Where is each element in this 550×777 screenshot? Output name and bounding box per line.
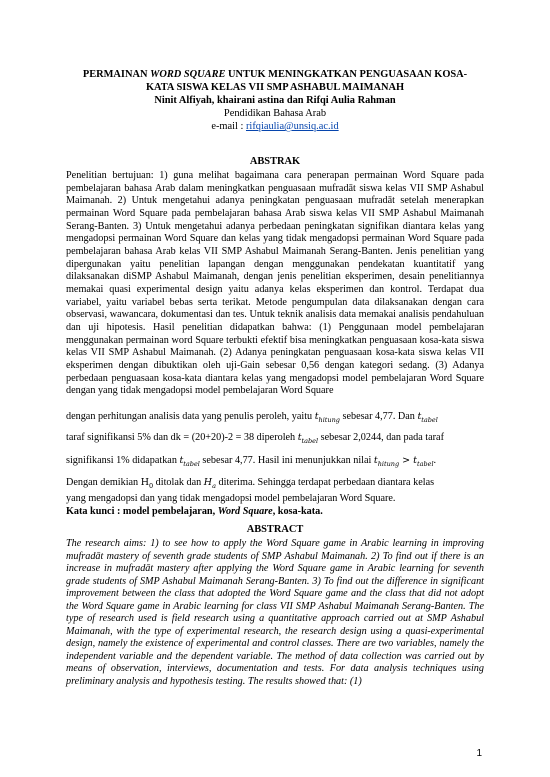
t-tabel xyxy=(417,411,437,422)
t-tabel xyxy=(298,432,318,443)
t-tabel xyxy=(179,455,199,466)
abstrak-body xyxy=(66,170,484,398)
keywords-rest: , kosa-kata. xyxy=(272,506,323,517)
keywords xyxy=(66,506,323,517)
h-symbol: H xyxy=(203,477,213,488)
text: sebesar 4,77. Dan xyxy=(339,411,418,422)
keywords-label: Kata kunci : model pembelajaran, xyxy=(66,506,218,517)
sub-tabel: tabel xyxy=(183,459,200,468)
text: signifikansi 1% didapatkan xyxy=(66,455,180,466)
t-symbol: t xyxy=(417,411,422,422)
t-symbol: t xyxy=(297,432,302,443)
abstrak-calc-line-5: yang mengadopsi dan yang tidak mengadopsi model pembelajaran Word Square. xyxy=(66,493,396,504)
sub-tabel: tabel xyxy=(301,436,319,445)
t-symbol: t xyxy=(314,411,319,422)
abstrak-paragraph: Penelitian bertujuan: 1) guna melihat bagaimana cara penerapan permainan Word Square pada pembelajaran bahasa Arab dalam meningkatkan penguasaan mufradāt siswa kelas VII SMP Ashabul Maimanah. 2) Untuk mengetahui adanya peningkatan penguasaan mufradāt setelah menerapkan permainan Word Square pada pembelajaran bahasa Arab siswa kelas VII SMP Ashabul Maimanah Serang-Banten. 3) Untuk mengetahui adanya perbedaan peningkatan signifikan diantara kelas yang mengadopsi permainan Word Square dan kelas yang tidak mengadopsi permainan Word Square pada pembelajaran bahasa Arab kelas VII SMP Ashabul Maimanah Serang-Banten. Jenis penelitian yang dipergunakan yaitu penelitian lapangan dengan menggunakan pendekatan kuantitatif yang dilaksanakan diSMP Ashabul Maimanah, dengan jenis penelitian eksperimen, desain penelitiannya memakai quasi experimental design yaitu adanya kelas eksperimen dan kontrol. Terdapat dua variabel, yaitu variabel bebas serta terikat. Metode pengumpulan data dilaksanakan dengan cara observasi, wawancara, dokumentasi dan tes. Untuk teknik analisis data memakai analisis pendahuluan dan uji hipotesis. Hasil penelitian didapatkan bahwa: (1) Penggunaan model pembelajaran menggunakan permainan word Square terbukti efektif bisa meningkatkan penguasaan kosa-kata siswa kelas VII SMP Ashabul Maimanah. (2) Adanya peningkatan penguasaan kosa-kata siswa kelas VII eksperimen dengan dibuktikan oleh uji-Gain sebesar 0,56 dengan kategori sedang. (3) Adanya perbedaan penguasaan kosa-kata diantara kelas yang mengadopsi model pembelajaran Word Square dengan yang tidak mengadopsi model pembelajaran Word Square xyxy=(66,170,484,397)
text: Dengan demikian xyxy=(66,477,141,488)
h-symbol: H xyxy=(140,477,149,488)
page-number: 1 xyxy=(476,748,482,759)
t-hitung-gt-t-tabel xyxy=(374,455,434,466)
email-line xyxy=(60,120,490,133)
abstrak-heading: ABSTRAK xyxy=(249,156,301,167)
department: Pendidikan Bahasa Arab xyxy=(223,108,327,119)
t-symbol: t xyxy=(373,455,378,466)
title-prefix: PERMAINAN xyxy=(82,69,151,80)
greater-than: > xyxy=(399,455,414,466)
paper-title xyxy=(60,68,490,94)
title-rest: UNTUK MENINGKATKAN PENGUASAAN KOSA- xyxy=(225,69,468,80)
abstract-body: The research aims: 1) to see how to apply the Word Square game in Arabic learning in improving mufradāt mastery of seventh grade students of SMP Ashabul Maimanah. 2) To find out if there is an increase in mufradāt mastery after applying the Word Square game in Arabic learning for seventh grade students of SMP Ashabul Maimanah Serang-Banten. 3) To find out the difference in significant improvement between the class that adopted the Word Square game and the class that did not adopt the Word Square game in Arabic learning for class VII SMP Ashabul Maimanah Serang-Banten. The type of research used is field research using a quantitative approach carried out at SMP Ashabul Maimanah, with the type of experimental research, the research design using a quasi-experimental design, namely the existence of experimental and control classes. There are two variables, namely the independent variable and the dependent variable. The method of data collection was carried out by means of observation, interviews, documentation and tests. For data analysis techniques using preliminary analysis and hypothesis testing. The results showed that: (1) xyxy=(66,538,484,688)
text: sebesar 4,77. Hasil ini menunjukkan nilai xyxy=(199,455,374,466)
sub-tabel: tabel xyxy=(416,459,434,468)
h-zero xyxy=(141,477,153,488)
text: taraf signifikansi 5% dan dk = (20+20)-2 = 38 diperoleh xyxy=(66,432,298,443)
abstrak-calc-line-1 xyxy=(66,411,484,424)
email-link[interactable]: rifqiaulia@unsiq.ac.id xyxy=(245,121,339,132)
sub-a: a xyxy=(212,481,216,490)
sub-hitung: hitung xyxy=(377,459,400,468)
keywords-italic: Word Square xyxy=(217,506,273,517)
text: ditolak dan xyxy=(153,477,204,488)
h-a xyxy=(204,477,216,488)
authors: Ninit Alfiyah, khairani astina dan Rifqi Aulia Rahman xyxy=(154,95,396,106)
abstrak-calc-line-3 xyxy=(66,455,484,468)
title-italic: WORD SQUARE xyxy=(150,69,226,80)
text: dengan perhitungan analisis data yang penulis peroleh, yaitu xyxy=(66,411,315,422)
t-hitung xyxy=(315,411,340,422)
abstrak-calc-line-4 xyxy=(66,477,484,490)
abstract-heading: ABSTRACT xyxy=(246,524,304,535)
t-symbol: t xyxy=(413,455,417,466)
title-line2: KATA SISWA KELAS VII SMP ASHABUL MAIMANAH xyxy=(145,82,405,93)
email-label: e-mail : xyxy=(211,121,246,132)
text: . xyxy=(433,455,437,466)
abstrak-calc-line-2 xyxy=(66,432,484,445)
t-symbol: t xyxy=(179,455,184,466)
sub-tabel: tabel xyxy=(421,415,438,424)
text: diterima. Sehingga terdapat perbedaan diantara kelas xyxy=(215,477,435,488)
sub-hitung: hitung xyxy=(318,415,340,424)
text: sebesar 2,0244, dan pada taraf xyxy=(318,432,444,443)
sub-zero: 0 xyxy=(148,481,154,490)
